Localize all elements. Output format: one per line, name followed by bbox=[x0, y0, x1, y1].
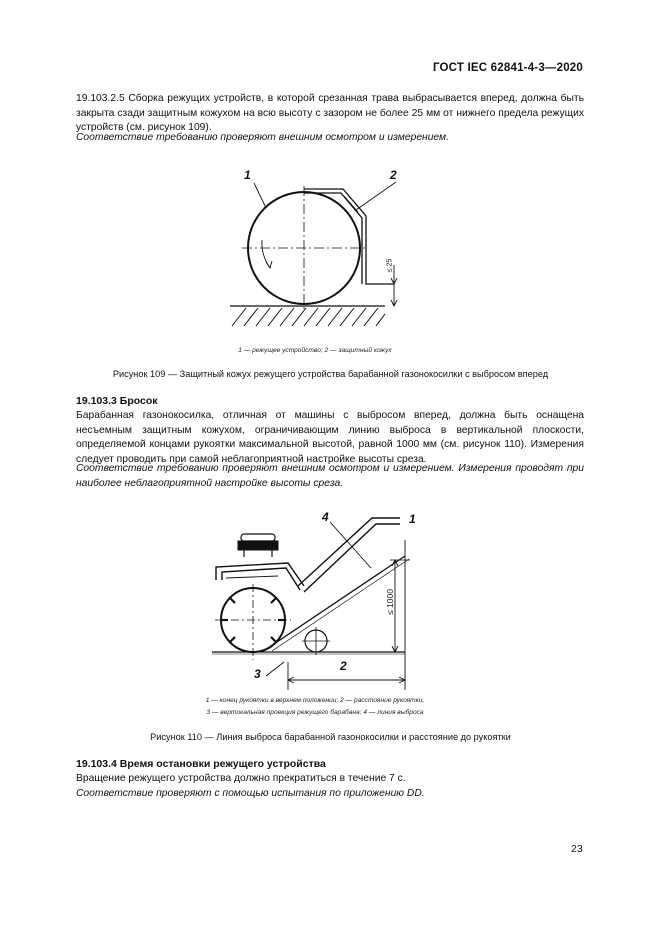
fig109-legend: 1 — режущее устройство; 2 — защитный кожух bbox=[238, 347, 392, 354]
fig110-motor bbox=[238, 534, 278, 557]
document-header: ГОСТ IEC 62841-4-3—2020 bbox=[432, 62, 583, 74]
fig110-ground bbox=[212, 652, 405, 654]
fig110-label-1: 1 bbox=[409, 512, 416, 526]
fig110-leaders bbox=[266, 522, 371, 676]
fig109-ground bbox=[230, 306, 385, 326]
fig110-body bbox=[216, 563, 304, 590]
fig110-drum bbox=[215, 584, 291, 660]
fig109-guard bbox=[304, 189, 394, 284]
heading-19-103-3: 19.103.3 Бросок bbox=[76, 395, 158, 407]
fig109-caption: Рисунок 109 — Защитный кожух режущего устройства барабанной газонокосилки с выбросом вперед bbox=[112, 369, 549, 379]
paragraph-19-103-3: Барабанная газонокосилка, отличная от машины с выбросом вперед, должна быть оснащена несъемным защитным кожухом, ограничивающим линию выброса в вертикальной плоскости, определяемой концами рукоятки максимальной высотой, равной 1000 мм (см. рисунок 110). Измерения следует проводить при самой неблагоприятной настройке высоты среза. bbox=[76, 410, 584, 465]
page-number: 23 bbox=[571, 843, 583, 855]
fig110-handle bbox=[298, 518, 400, 592]
fig110-rear-roller bbox=[302, 627, 330, 655]
paragraph-19-103-2-5: 19.103.2.5 Сборка режущих устройств, в которой срезанная трава выбрасывается вперед, должна быть закрыта сзади защитным кожухом на всю высоту с зазором не более 25 мм от нижнего предела режущих устройств (см. рисунок 109). bbox=[76, 93, 584, 134]
compliance-19-103-2-5: Соответствие требованию проверяют внешним осмотром и измерением. bbox=[76, 132, 449, 143]
fig109-label-2: 2 bbox=[390, 168, 397, 182]
fig110-label-4: 4 bbox=[322, 510, 329, 524]
fig110-legend-line-1: 1 — конец рукоятки в верхнем положении; 2 — расстояние рукоятки, bbox=[205, 697, 425, 704]
fig109-dimension-label: ≤ 25 bbox=[386, 258, 394, 273]
fig110-caption: Рисунок 110 — Линия выброса барабанной газонокосилки и расстояние до рукоятки bbox=[150, 732, 511, 742]
compliance-19-103-3: Соответствие требованию проверяют внешним осмотром и измерением. Измерения проводят при наиболее неблагоприятной настройке высоты среза. bbox=[76, 463, 584, 489]
fig109-drum bbox=[242, 186, 366, 310]
fig110-dimension-label: ≤ 1000 bbox=[385, 589, 395, 615]
fig109-leaders bbox=[254, 182, 396, 210]
paragraph-19-103-4: Вращение режущего устройства должно прекратиться в течение 7 с. bbox=[76, 773, 406, 784]
heading-19-103-4: 19.103.4 Время остановки режущего устройства bbox=[76, 758, 326, 770]
fig110-label-3: 3 bbox=[254, 667, 261, 681]
fig109-label-1: 1 bbox=[244, 168, 251, 182]
fig110-legend-line-2: 3 — вертикальная проекция режущего барабана; 4 — линия выброса bbox=[206, 709, 424, 716]
compliance-19-103-4: Соответствие проверяют с помощью испытания по приложению DD. bbox=[76, 788, 425, 799]
fig110-label-2: 2 bbox=[340, 659, 347, 673]
